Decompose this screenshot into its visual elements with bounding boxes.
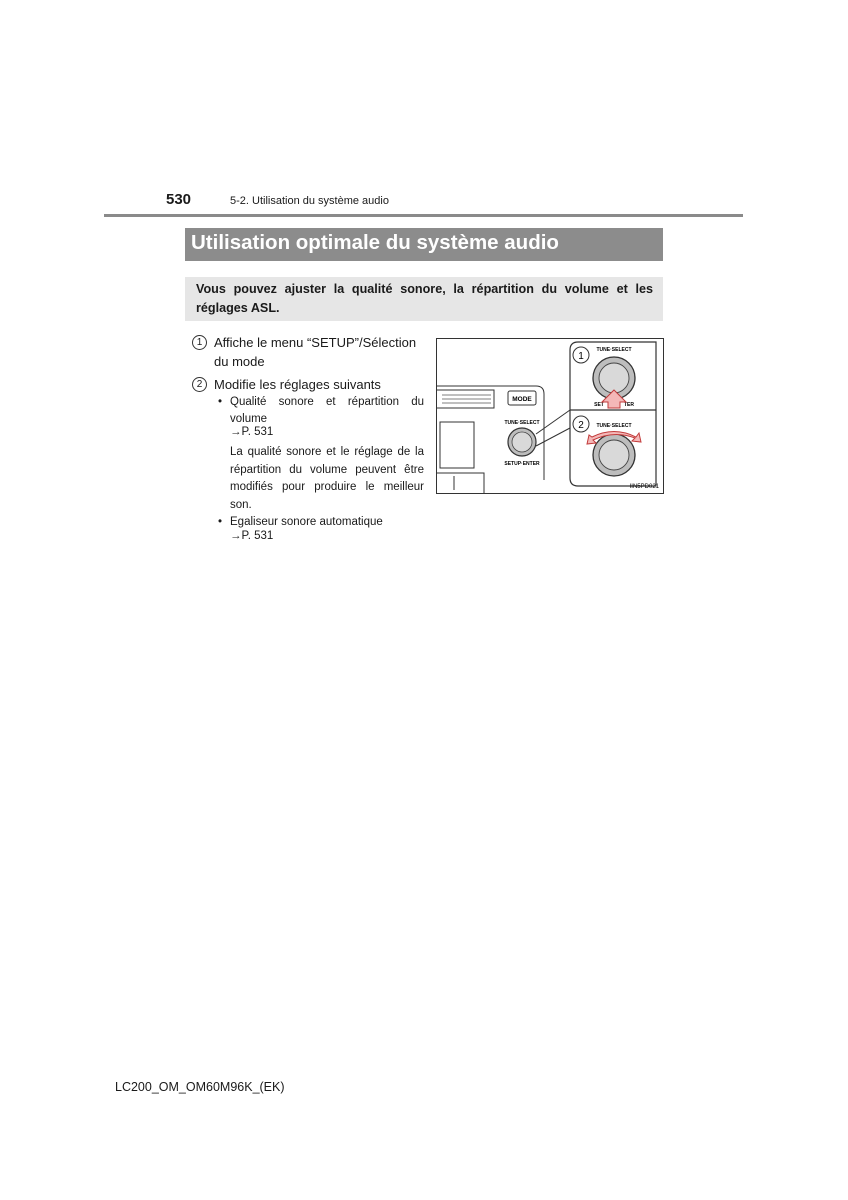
callout-1-tune-label: TUNE·SELECT	[596, 347, 632, 353]
reference-arrow-icon: →	[230, 530, 242, 542]
bullet-2-reference[interactable]	[230, 530, 273, 542]
bullet-2-text: Egaliseur sonore automatique	[230, 516, 383, 528]
callout-1-ter-label: TER	[624, 402, 634, 408]
bullet-mark: •	[218, 516, 223, 528]
page-number: 530	[166, 191, 192, 208]
mode-button-label: MODE	[512, 396, 532, 403]
callout-2-tune-label: TUNE·SELECT	[596, 423, 632, 429]
figure-code: IIN5PD021	[629, 484, 659, 490]
callout-2-number: 2	[578, 420, 584, 431]
step-2-text: Modifie les réglages suivants	[214, 377, 381, 392]
setup-enter-label: SETUP·ENTER	[504, 461, 540, 467]
header-rule	[104, 214, 743, 217]
page-title: Utilisation optimale du système audio	[191, 231, 559, 254]
intro-box	[185, 277, 663, 321]
bullet-mark: •	[218, 396, 223, 408]
callout-1-set-label: SET	[594, 402, 604, 408]
callout-1-number: 1	[578, 351, 584, 362]
audio-panel-drawing	[436, 338, 664, 494]
note-paragraph: La qualité sonore et le réglage de la répartition du volume peuvent être modifiés pour produire le meilleur son.	[230, 446, 424, 511]
step-number-1: 1	[192, 335, 207, 350]
title-bar	[185, 228, 663, 261]
bullet-1-text: Qualité sonore et répartition du volume	[230, 396, 424, 425]
step-number-2: 2	[192, 377, 207, 392]
document-footer: LC200_OM_OM60M96K_(EK)	[115, 1080, 285, 1094]
reference-arrow-icon: →	[230, 426, 242, 438]
reference-page[interactable]: P. 531	[241, 530, 274, 542]
section-reference: 5-2. Utilisation du système audio	[230, 195, 389, 207]
step-1-text: Affiche le menu “SETUP”/Sélection du mode	[214, 335, 417, 369]
intro-text: Vous pouvez ajuster la qualité sonore, la répartition du volume et les réglages ASL.	[196, 282, 653, 315]
audio-panel-illustration	[436, 338, 664, 494]
reference-page[interactable]: P. 531	[241, 426, 274, 438]
bullet-1-reference[interactable]	[230, 426, 273, 438]
tune-select-label: TUNE·SELECT	[504, 420, 540, 426]
